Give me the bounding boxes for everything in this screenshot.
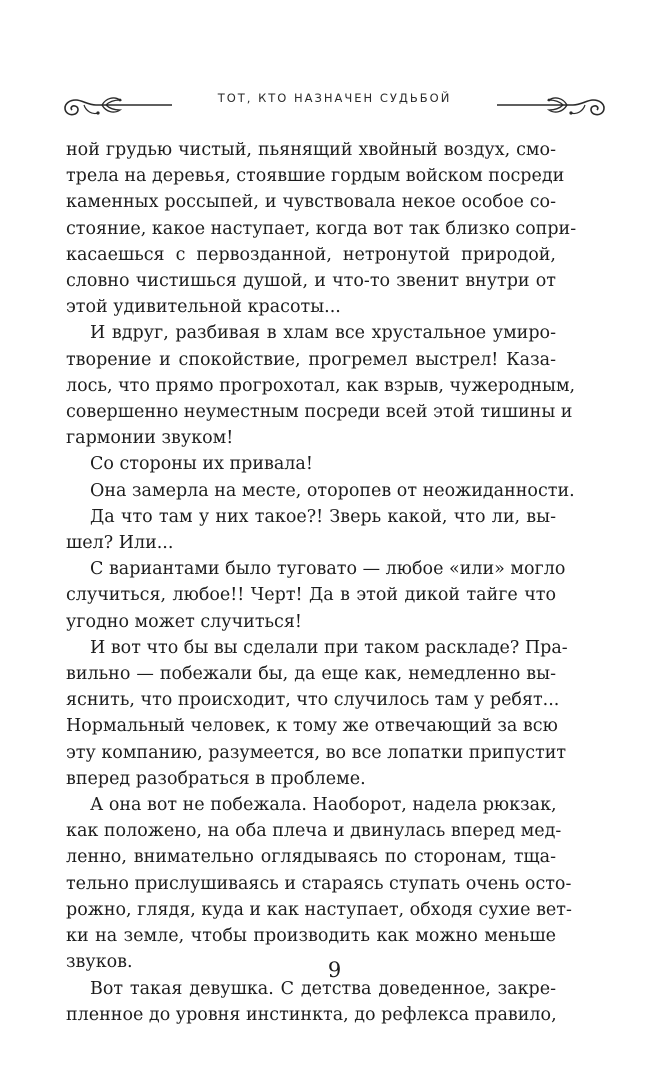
text-line: лось, что прямо прогрохотал, как взрыв, чужеродным,: [66, 375, 576, 396]
text-line: ленно, внимательно оглядываясь по сторонам, тща-: [66, 847, 556, 868]
text-line: стояние, какое наступает, когда вот так близко сопри-: [66, 218, 577, 239]
text-line: Она замерла на месте, оторопев от неожиданности.: [90, 480, 575, 501]
text-line: звуков.: [66, 952, 133, 973]
text-line: гармонии звуком!: [66, 428, 234, 449]
text-line: вильно — побежали бы, да еще как, немедленно вы-: [66, 664, 556, 685]
paragraph: [66, 635, 568, 792]
paragraph: [66, 137, 577, 320]
running-header: [62, 86, 607, 126]
text-line: угодно может случиться!: [66, 611, 302, 632]
text-line: вперед разобраться в проблеме.: [66, 768, 366, 789]
text-line: тельно прислушиваясь и стараясь ступать очень осто-: [66, 873, 572, 894]
text-line: каменных россыпей, и чувствовала некое особое со-: [66, 192, 556, 213]
text-line: ки на земле, чтобы производить как можно меньше: [66, 926, 556, 947]
paragraph: [66, 451, 556, 477]
text-line: случиться, любое!! Черт! Да в этой дикой тайге что: [66, 585, 556, 606]
text-line: Со стороны их привала!: [90, 454, 313, 475]
page-number: 9: [327, 958, 342, 982]
text-line: шел? Или...: [66, 533, 174, 554]
text-line: яснить, что происходит, что случилось там у ребят...: [66, 690, 560, 711]
text-line: И вдруг, разбивая в хлам все хрустальное умиро-: [90, 323, 556, 344]
text-line: пленное до уровня инстинкта, до рефлекса правило,: [66, 1004, 557, 1025]
text-line: рожно, глядя, куда и как наступает, обходя сухие вет-: [66, 899, 572, 920]
text-line: ной грудью чистый, пьянящий хвойный воздух, смо-: [66, 140, 556, 160]
paragraph: [66, 976, 556, 1028]
text-line: Нормальный человек, к тому же отвечающий за всю: [66, 716, 558, 737]
text-line: эту компанию, разумеется, во все лопатки припустит: [66, 742, 567, 763]
paragraph: [66, 556, 566, 635]
text-line: Да что там у них такое?! Зверь какой, что ли, вы-: [90, 506, 556, 527]
paragraph: [66, 792, 572, 975]
text-line: как положено, на оба плеча и двинулась вперед мед-: [66, 821, 562, 842]
paragraph: [66, 504, 556, 556]
running-title: ТОТ, КТО НАЗНАЧЕН СУДЬБОЙ: [217, 91, 452, 105]
text-line: творение и спокойствие, прогремел выстрел! Каза-: [66, 349, 556, 370]
text-line: С вариантами было туговато — любое «или» могло: [90, 559, 566, 580]
text-line: касаешься с первозданной, нетронутой природой,: [66, 244, 556, 265]
paragraph: [66, 320, 576, 451]
text-line: этой удивительной красоты...: [66, 297, 341, 318]
text-line: совершенно неуместным посреди всей этой тишины и: [66, 402, 573, 423]
text-line: словно чистишься душой, и что-то звенит внутри от: [66, 271, 556, 292]
text-line: А она вот не побежала. Наоборот, надела рюкзак,: [90, 795, 557, 816]
flourish-ornament-icon: [495, 86, 607, 126]
paragraph: [66, 478, 575, 504]
body-text: [66, 137, 577, 1028]
text-line: И вот что бы вы сделали при таком раскладе? Пра-: [90, 637, 568, 658]
text-line: трела на деревья, стоявшие гордым войском посреди: [66, 166, 565, 187]
text-line: Вот такая девушка. С детства доведенное, закре-: [90, 978, 556, 999]
